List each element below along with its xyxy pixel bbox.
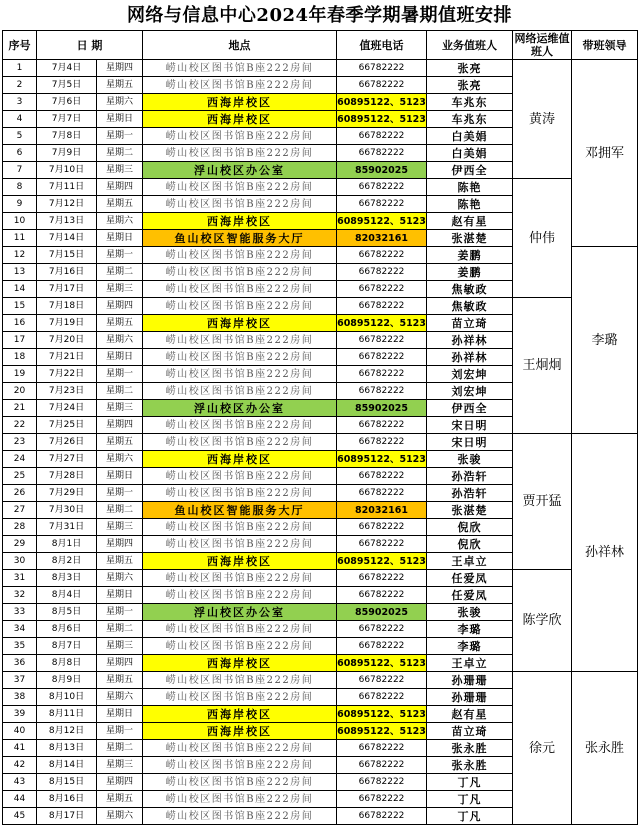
row-date: 8月8日 bbox=[37, 655, 97, 672]
row-duty-person: 丁凡 bbox=[427, 774, 513, 791]
row-weekday: 星期三 bbox=[97, 281, 143, 298]
row-location: 崂山校区图书馆B座222房间 bbox=[143, 791, 337, 808]
row-location: 崂山校区图书馆B座222房间 bbox=[143, 281, 337, 298]
row-location: 崂山校区图书馆B座222房间 bbox=[143, 247, 337, 264]
row-phone: 60895122、5123 bbox=[337, 706, 427, 723]
header-row bbox=[3, 31, 638, 60]
row-number: 4 bbox=[3, 111, 37, 128]
header-ops-person: 网络运维值班人 bbox=[514, 32, 570, 58]
row-duty-person: 车兆东 bbox=[427, 94, 513, 111]
row-number: 12 bbox=[3, 247, 37, 264]
row-weekday: 星期五 bbox=[97, 196, 143, 213]
row-duty-person: 车兆东 bbox=[427, 111, 513, 128]
row-location: 崂山校区图书馆B座222房间 bbox=[143, 417, 337, 434]
row-duty-person: 孙祥林 bbox=[427, 349, 513, 366]
row-weekday: 星期五 bbox=[97, 315, 143, 332]
row-location: 崂山校区图书馆B座222房间 bbox=[143, 434, 337, 451]
row-location: 崂山校区图书馆B座222房间 bbox=[143, 672, 337, 689]
row-date: 8月2日 bbox=[37, 553, 97, 570]
ops-person: 王炯炯 bbox=[513, 298, 572, 434]
ops-person: 黄涛 bbox=[513, 60, 572, 179]
row-phone: 66782222 bbox=[337, 519, 427, 536]
row-number: 1 bbox=[3, 60, 37, 77]
row-location: 西海岸校区 bbox=[143, 553, 337, 570]
row-phone: 60895122、5123 bbox=[337, 655, 427, 672]
ops-person: 徐元 bbox=[513, 672, 572, 825]
row-phone: 66782222 bbox=[337, 281, 427, 298]
row-phone: 85902025 bbox=[337, 162, 427, 179]
row-number: 18 bbox=[3, 349, 37, 366]
schedule-body bbox=[3, 60, 638, 825]
row-date: 7月20日 bbox=[37, 332, 97, 349]
leader: 邓拥军 bbox=[572, 60, 638, 247]
row-date: 7月12日 bbox=[37, 196, 97, 213]
row-date: 7月30日 bbox=[37, 502, 97, 519]
row-phone: 66782222 bbox=[337, 383, 427, 400]
row-number: 41 bbox=[3, 740, 37, 757]
row-location: 崂山校区图书馆B座222房间 bbox=[143, 570, 337, 587]
header-leader: 带班领导 bbox=[572, 31, 638, 60]
row-weekday: 星期五 bbox=[97, 434, 143, 451]
row-weekday: 星期日 bbox=[97, 230, 143, 247]
row-phone: 66782222 bbox=[337, 128, 427, 145]
row-number: 36 bbox=[3, 655, 37, 672]
row-number: 20 bbox=[3, 383, 37, 400]
row-weekday: 星期四 bbox=[97, 60, 143, 77]
row-date: 7月29日 bbox=[37, 485, 97, 502]
row-weekday: 星期五 bbox=[97, 553, 143, 570]
row-date: 7月18日 bbox=[37, 298, 97, 315]
row-location: 崂山校区图书馆B座222房间 bbox=[143, 383, 337, 400]
schedule-sheet bbox=[2, 2, 637, 825]
row-weekday: 星期一 bbox=[97, 247, 143, 264]
row-duty-person: 苗立琦 bbox=[427, 315, 513, 332]
row-location: 崂山校区图书馆B座222房间 bbox=[143, 689, 337, 706]
row-location: 西海岸校区 bbox=[143, 111, 337, 128]
row-location: 崂山校区图书馆B座222房间 bbox=[143, 757, 337, 774]
row-weekday: 星期一 bbox=[97, 128, 143, 145]
row-duty-person: 宋日明 bbox=[427, 434, 513, 451]
row-phone: 66782222 bbox=[337, 417, 427, 434]
row-weekday: 星期六 bbox=[97, 451, 143, 468]
row-number: 40 bbox=[3, 723, 37, 740]
row-duty-person: 刘宏坤 bbox=[427, 366, 513, 383]
row-phone: 82032161 bbox=[337, 230, 427, 247]
row-date: 7月26日 bbox=[37, 434, 97, 451]
row-location: 西海岸校区 bbox=[143, 706, 337, 723]
row-location: 崂山校区图书馆B座222房间 bbox=[143, 638, 337, 655]
row-phone: 66782222 bbox=[337, 196, 427, 213]
row-number: 15 bbox=[3, 298, 37, 315]
row-number: 45 bbox=[3, 808, 37, 825]
row-weekday: 星期二 bbox=[97, 145, 143, 162]
row-location: 崂山校区图书馆B座222房间 bbox=[143, 808, 337, 825]
row-duty-person: 宋日明 bbox=[427, 417, 513, 434]
row-duty-person: 张湛楚 bbox=[427, 502, 513, 519]
row-location: 崂山校区图书馆B座222房间 bbox=[143, 366, 337, 383]
row-number: 8 bbox=[3, 179, 37, 196]
row-phone: 60895122、5123 bbox=[337, 111, 427, 128]
ops-person: 贾开猛 bbox=[513, 434, 572, 570]
row-location: 崂山校区图书馆B座222房间 bbox=[143, 60, 337, 77]
row-number: 38 bbox=[3, 689, 37, 706]
row-date: 7月8日 bbox=[37, 128, 97, 145]
row-date: 8月3日 bbox=[37, 570, 97, 587]
row-weekday: 星期五 bbox=[97, 672, 143, 689]
row-date: 7月10日 bbox=[37, 162, 97, 179]
row-number: 39 bbox=[3, 706, 37, 723]
row-number: 35 bbox=[3, 638, 37, 655]
row-date: 7月22日 bbox=[37, 366, 97, 383]
row-phone: 66782222 bbox=[337, 77, 427, 94]
row-duty-person: 王卓立 bbox=[427, 553, 513, 570]
table-row bbox=[3, 179, 638, 196]
row-phone: 82032161 bbox=[337, 502, 427, 519]
row-phone: 66782222 bbox=[337, 808, 427, 825]
row-number: 25 bbox=[3, 468, 37, 485]
row-phone: 66782222 bbox=[337, 264, 427, 281]
row-location: 崂山校区图书馆B座222房间 bbox=[143, 587, 337, 604]
row-date: 7月25日 bbox=[37, 417, 97, 434]
row-phone: 85902025 bbox=[337, 400, 427, 417]
row-duty-person: 张亮 bbox=[427, 77, 513, 94]
row-phone: 66782222 bbox=[337, 179, 427, 196]
row-duty-person: 赵有星 bbox=[427, 213, 513, 230]
row-duty-person: 张永胜 bbox=[427, 740, 513, 757]
row-number: 29 bbox=[3, 536, 37, 553]
row-number: 27 bbox=[3, 502, 37, 519]
row-number: 34 bbox=[3, 621, 37, 638]
row-number: 44 bbox=[3, 791, 37, 808]
row-number: 21 bbox=[3, 400, 37, 417]
row-location: 崂山校区图书馆B座222房间 bbox=[143, 519, 337, 536]
row-location: 崂山校区图书馆B座222房间 bbox=[143, 349, 337, 366]
duty-schedule-table bbox=[2, 30, 638, 825]
row-duty-person: 姜鹏 bbox=[427, 264, 513, 281]
row-date: 8月9日 bbox=[37, 672, 97, 689]
row-date: 7月16日 bbox=[37, 264, 97, 281]
row-location: 崂山校区图书馆B座222房间 bbox=[143, 774, 337, 791]
row-location: 崂山校区图书馆B座222房间 bbox=[143, 468, 337, 485]
header-phone: 值班电话 bbox=[337, 31, 427, 60]
row-weekday: 星期四 bbox=[97, 179, 143, 196]
leader: 孙祥林 bbox=[572, 434, 638, 672]
row-date: 8月14日 bbox=[37, 757, 97, 774]
header-seq: 序号 bbox=[3, 31, 37, 60]
row-phone: 66782222 bbox=[337, 774, 427, 791]
row-phone: 85902025 bbox=[337, 604, 427, 621]
row-duty-person: 张亮 bbox=[427, 60, 513, 77]
row-duty-person: 赵有星 bbox=[427, 706, 513, 723]
row-duty-person: 白美娟 bbox=[427, 128, 513, 145]
row-phone: 66782222 bbox=[337, 366, 427, 383]
row-duty-person: 孙浩轩 bbox=[427, 468, 513, 485]
row-date: 8月6日 bbox=[37, 621, 97, 638]
row-weekday: 星期一 bbox=[97, 604, 143, 621]
row-weekday: 星期三 bbox=[97, 400, 143, 417]
row-date: 8月4日 bbox=[37, 587, 97, 604]
row-duty-person: 丁凡 bbox=[427, 791, 513, 808]
row-number: 2 bbox=[3, 77, 37, 94]
header-duty-person: 业务值班人 bbox=[427, 31, 513, 60]
row-phone: 66782222 bbox=[337, 298, 427, 315]
row-number: 13 bbox=[3, 264, 37, 281]
row-weekday: 星期三 bbox=[97, 638, 143, 655]
row-weekday: 星期日 bbox=[97, 111, 143, 128]
row-weekday: 星期二 bbox=[97, 502, 143, 519]
leader: 张永胜 bbox=[572, 672, 638, 825]
row-number: 10 bbox=[3, 213, 37, 230]
row-duty-person: 陈艳 bbox=[427, 179, 513, 196]
row-phone: 66782222 bbox=[337, 536, 427, 553]
row-location: 崂山校区图书馆B座222房间 bbox=[143, 264, 337, 281]
row-weekday: 星期二 bbox=[97, 740, 143, 757]
row-duty-person: 陈艳 bbox=[427, 196, 513, 213]
row-phone: 66782222 bbox=[337, 247, 427, 264]
row-number: 31 bbox=[3, 570, 37, 587]
row-duty-person: 焦敏政 bbox=[427, 281, 513, 298]
row-location: 西海岸校区 bbox=[143, 723, 337, 740]
row-date: 7月9日 bbox=[37, 145, 97, 162]
row-location: 崂山校区图书馆B座222房间 bbox=[143, 332, 337, 349]
row-number: 5 bbox=[3, 128, 37, 145]
row-weekday: 星期六 bbox=[97, 570, 143, 587]
row-number: 23 bbox=[3, 434, 37, 451]
row-date: 7月7日 bbox=[37, 111, 97, 128]
row-duty-person: 孙珊珊 bbox=[427, 689, 513, 706]
row-weekday: 星期二 bbox=[97, 264, 143, 281]
row-date: 8月13日 bbox=[37, 740, 97, 757]
row-duty-person: 任爱凤 bbox=[427, 587, 513, 604]
row-duty-person: 焦敏政 bbox=[427, 298, 513, 315]
row-date: 7月15日 bbox=[37, 247, 97, 264]
row-location: 崂山校区图书馆B座222房间 bbox=[143, 128, 337, 145]
row-duty-person: 王卓立 bbox=[427, 655, 513, 672]
row-number: 3 bbox=[3, 94, 37, 111]
row-date: 8月10日 bbox=[37, 689, 97, 706]
row-date: 8月11日 bbox=[37, 706, 97, 723]
row-weekday: 星期二 bbox=[97, 621, 143, 638]
row-weekday: 星期四 bbox=[97, 655, 143, 672]
row-duty-person: 伊西全 bbox=[427, 400, 513, 417]
row-phone: 60895122、5123 bbox=[337, 213, 427, 230]
table-row bbox=[3, 60, 638, 77]
row-phone: 60895122、5123 bbox=[337, 94, 427, 111]
row-location: 西海岸校区 bbox=[143, 213, 337, 230]
row-date: 7月5日 bbox=[37, 77, 97, 94]
row-date: 7月6日 bbox=[37, 94, 97, 111]
row-phone: 60895122、5123 bbox=[337, 723, 427, 740]
page-title: 网络与信息中心2024年春季学期暑期值班安排 bbox=[126, 5, 513, 26]
row-number: 37 bbox=[3, 672, 37, 689]
row-date: 7月13日 bbox=[37, 213, 97, 230]
row-date: 7月23日 bbox=[37, 383, 97, 400]
row-weekday: 星期六 bbox=[97, 94, 143, 111]
row-location: 崂山校区图书馆B座222房间 bbox=[143, 145, 337, 162]
row-duty-person: 丁凡 bbox=[427, 808, 513, 825]
row-location: 崂山校区图书馆B座222房间 bbox=[143, 179, 337, 196]
row-weekday: 星期六 bbox=[97, 808, 143, 825]
row-weekday: 星期日 bbox=[97, 349, 143, 366]
row-weekday: 星期四 bbox=[97, 536, 143, 553]
row-weekday: 星期二 bbox=[97, 383, 143, 400]
row-date: 7月14日 bbox=[37, 230, 97, 247]
row-number: 17 bbox=[3, 332, 37, 349]
row-weekday: 星期四 bbox=[97, 417, 143, 434]
row-duty-person: 张骏 bbox=[427, 451, 513, 468]
row-number: 26 bbox=[3, 485, 37, 502]
row-phone: 66782222 bbox=[337, 468, 427, 485]
row-phone: 60895122、5123 bbox=[337, 315, 427, 332]
ops-person: 陈学欣 bbox=[513, 570, 572, 672]
row-date: 7月27日 bbox=[37, 451, 97, 468]
row-weekday: 星期六 bbox=[97, 332, 143, 349]
row-number: 6 bbox=[3, 145, 37, 162]
row-phone: 66782222 bbox=[337, 349, 427, 366]
row-weekday: 星期六 bbox=[97, 213, 143, 230]
row-duty-person: 张骏 bbox=[427, 604, 513, 621]
row-date: 8月5日 bbox=[37, 604, 97, 621]
row-duty-person: 任爱凤 bbox=[427, 570, 513, 587]
row-location: 浮山校区办公室 bbox=[143, 604, 337, 621]
row-location: 西海岸校区 bbox=[143, 315, 337, 332]
row-weekday: 星期六 bbox=[97, 689, 143, 706]
row-duty-person: 孙浩轩 bbox=[427, 485, 513, 502]
row-duty-person: 张永胜 bbox=[427, 757, 513, 774]
row-phone: 60895122、5123 bbox=[337, 553, 427, 570]
row-date: 7月24日 bbox=[37, 400, 97, 417]
row-date: 8月1日 bbox=[37, 536, 97, 553]
row-date: 7月21日 bbox=[37, 349, 97, 366]
row-date: 7月17日 bbox=[37, 281, 97, 298]
row-duty-person: 倪欣 bbox=[427, 519, 513, 536]
row-date: 7月11日 bbox=[37, 179, 97, 196]
row-number: 11 bbox=[3, 230, 37, 247]
row-phone: 66782222 bbox=[337, 621, 427, 638]
header-date: 日 期 bbox=[37, 31, 143, 60]
row-phone: 66782222 bbox=[337, 757, 427, 774]
header-location: 地点 bbox=[143, 31, 337, 60]
row-date: 7月31日 bbox=[37, 519, 97, 536]
row-weekday: 星期五 bbox=[97, 77, 143, 94]
row-location: 浮山校区办公室 bbox=[143, 162, 337, 179]
row-duty-person: 伊西全 bbox=[427, 162, 513, 179]
row-date: 7月28日 bbox=[37, 468, 97, 485]
row-weekday: 星期一 bbox=[97, 723, 143, 740]
row-phone: 66782222 bbox=[337, 434, 427, 451]
row-date: 7月4日 bbox=[37, 60, 97, 77]
row-phone: 66782222 bbox=[337, 485, 427, 502]
row-location: 西海岸校区 bbox=[143, 655, 337, 672]
row-number: 30 bbox=[3, 553, 37, 570]
row-duty-person: 李璐 bbox=[427, 638, 513, 655]
row-phone: 66782222 bbox=[337, 60, 427, 77]
row-duty-person: 李璐 bbox=[427, 621, 513, 638]
row-location: 崂山校区图书馆B座222房间 bbox=[143, 621, 337, 638]
row-duty-person: 倪欣 bbox=[427, 536, 513, 553]
row-weekday: 星期四 bbox=[97, 298, 143, 315]
row-weekday: 星期三 bbox=[97, 757, 143, 774]
row-duty-person: 孙珊珊 bbox=[427, 672, 513, 689]
row-location: 崂山校区图书馆B座222房间 bbox=[143, 485, 337, 502]
row-location: 崂山校区图书馆B座222房间 bbox=[143, 740, 337, 757]
row-duty-person: 孙祥林 bbox=[427, 332, 513, 349]
row-location: 鱼山校区智能服务大厅 bbox=[143, 502, 337, 519]
row-weekday: 星期四 bbox=[97, 774, 143, 791]
row-date: 7月19日 bbox=[37, 315, 97, 332]
row-duty-person: 苗立琦 bbox=[427, 723, 513, 740]
row-phone: 66782222 bbox=[337, 332, 427, 349]
row-number: 43 bbox=[3, 774, 37, 791]
row-phone: 66782222 bbox=[337, 791, 427, 808]
leader: 李璐 bbox=[572, 247, 638, 434]
row-date: 8月15日 bbox=[37, 774, 97, 791]
row-phone: 66782222 bbox=[337, 740, 427, 757]
row-number: 16 bbox=[3, 315, 37, 332]
row-location: 鱼山校区智能服务大厅 bbox=[143, 230, 337, 247]
row-number: 33 bbox=[3, 604, 37, 621]
row-date: 8月16日 bbox=[37, 791, 97, 808]
row-number: 42 bbox=[3, 757, 37, 774]
row-location: 西海岸校区 bbox=[143, 94, 337, 111]
row-weekday: 星期五 bbox=[97, 791, 143, 808]
table-row bbox=[3, 672, 638, 689]
row-duty-person: 张湛楚 bbox=[427, 230, 513, 247]
row-phone: 66782222 bbox=[337, 672, 427, 689]
row-number: 7 bbox=[3, 162, 37, 179]
row-weekday: 星期一 bbox=[97, 366, 143, 383]
row-weekday: 星期日 bbox=[97, 468, 143, 485]
ops-person: 仲伟 bbox=[513, 179, 572, 298]
row-phone: 66782222 bbox=[337, 587, 427, 604]
row-weekday: 星期日 bbox=[97, 706, 143, 723]
row-date: 8月17日 bbox=[37, 808, 97, 825]
row-phone: 66782222 bbox=[337, 689, 427, 706]
row-phone: 60895122、5123 bbox=[337, 451, 427, 468]
row-number: 19 bbox=[3, 366, 37, 383]
row-number: 22 bbox=[3, 417, 37, 434]
row-number: 9 bbox=[3, 196, 37, 213]
row-weekday: 星期三 bbox=[97, 519, 143, 536]
row-date: 8月12日 bbox=[37, 723, 97, 740]
row-date: 8月7日 bbox=[37, 638, 97, 655]
row-number: 14 bbox=[3, 281, 37, 298]
row-weekday: 星期三 bbox=[97, 162, 143, 179]
row-phone: 66782222 bbox=[337, 570, 427, 587]
row-duty-person: 刘宏坤 bbox=[427, 383, 513, 400]
table-row bbox=[3, 434, 638, 451]
row-location: 崂山校区图书馆B座222房间 bbox=[143, 77, 337, 94]
row-location: 崂山校区图书馆B座222房间 bbox=[143, 536, 337, 553]
row-weekday: 星期一 bbox=[97, 485, 143, 502]
row-phone: 66782222 bbox=[337, 638, 427, 655]
row-weekday: 星期日 bbox=[97, 587, 143, 604]
row-duty-person: 姜鹏 bbox=[427, 247, 513, 264]
row-location: 崂山校区图书馆B座222房间 bbox=[143, 298, 337, 315]
row-number: 32 bbox=[3, 587, 37, 604]
row-location: 西海岸校区 bbox=[143, 451, 337, 468]
row-duty-person: 白美娟 bbox=[427, 145, 513, 162]
table-row bbox=[3, 570, 638, 587]
row-phone: 66782222 bbox=[337, 145, 427, 162]
row-number: 24 bbox=[3, 451, 37, 468]
row-location: 崂山校区图书馆B座222房间 bbox=[143, 196, 337, 213]
table-row bbox=[3, 298, 638, 315]
row-number: 28 bbox=[3, 519, 37, 536]
row-location: 浮山校区办公室 bbox=[143, 400, 337, 417]
